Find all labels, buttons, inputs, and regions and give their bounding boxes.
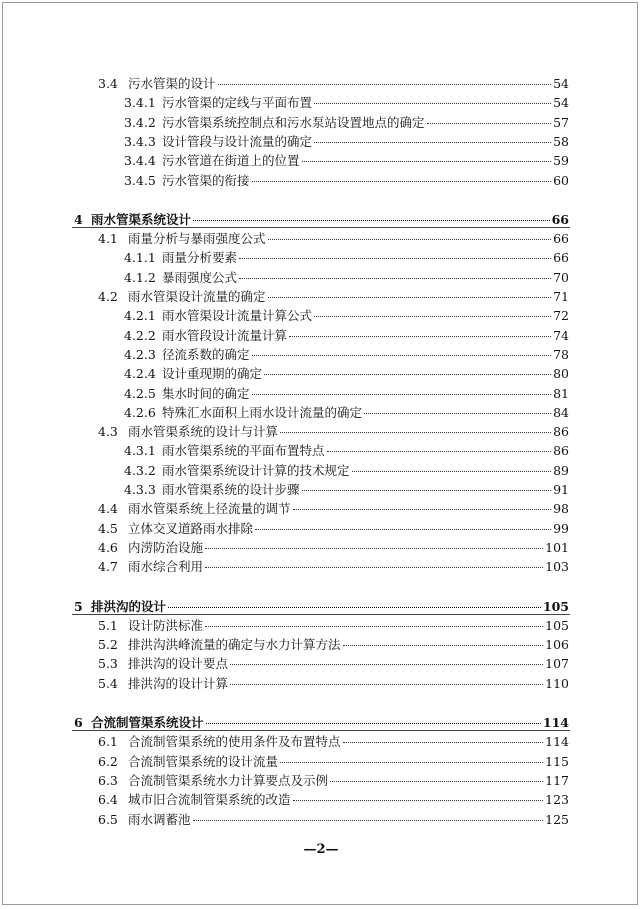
toc-entry-number: 5.1 xyxy=(98,617,118,633)
toc-entry-page: 54 xyxy=(553,95,569,111)
toc-entry-number: 5 xyxy=(74,598,83,614)
toc-entry-title: 排洪沟的设计 xyxy=(91,598,167,614)
toc-entry[interactable] xyxy=(98,289,569,305)
toc-entry-title: 污水管道在街道上的位置 xyxy=(162,153,300,169)
toc-entry-title: 雨水管渠系统的设计步骤 xyxy=(162,482,300,497)
toc-entry[interactable] xyxy=(124,328,569,344)
toc-entry-number: 4.3.3 xyxy=(124,482,156,497)
toc-entry[interactable] xyxy=(98,656,569,672)
toc-entry-number: 4 xyxy=(74,211,83,227)
toc-entry[interactable] xyxy=(98,812,569,828)
toc-entry[interactable] xyxy=(124,115,569,131)
toc-entry[interactable] xyxy=(124,482,569,498)
toc-entry-number: 5.4 xyxy=(98,675,118,691)
toc-entry-page: 80 xyxy=(553,366,569,382)
toc-entry-page: 78 xyxy=(553,346,569,362)
toc-entry[interactable] xyxy=(98,231,569,247)
toc-leader-dots xyxy=(252,394,552,395)
toc-entry-title: 雨水管渠系统设计计算的技术规定 xyxy=(162,462,350,478)
toc-entry-page: 89 xyxy=(553,462,569,478)
toc-leader-dots xyxy=(230,684,543,685)
toc-leader-dots xyxy=(205,548,543,549)
toc-entry[interactable] xyxy=(98,521,569,537)
toc-entry-page: 59 xyxy=(553,153,569,169)
toc-entry-page: 117 xyxy=(545,772,569,788)
toc-entry-page: 86 xyxy=(553,424,569,440)
toc-entry[interactable] xyxy=(124,95,569,111)
toc-entry-number: 4.2 xyxy=(98,289,118,304)
toc-entry-number: 4.2.1 xyxy=(124,308,156,324)
toc-entry-page: 101 xyxy=(545,539,569,555)
toc-entry-page: 91 xyxy=(553,482,569,497)
toc-leader-dots xyxy=(293,800,544,801)
toc-entry-number: 3.4.3 xyxy=(124,133,156,149)
toc-entry-title: 雨量分析要素 xyxy=(162,250,238,266)
toc-entry-number: 6 xyxy=(74,715,83,730)
toc-entry[interactable] xyxy=(124,308,569,324)
toc-entry-title: 雨水管渠系统的平面布置特点 xyxy=(162,443,325,459)
toc-entry-title: 污水管渠的设计 xyxy=(128,76,216,91)
toc-entry-page: 86 xyxy=(553,443,569,459)
toc-entry-number: 6.3 xyxy=(98,772,118,788)
toc-leader-dots xyxy=(327,451,552,452)
toc-entry-title: 排洪沟洪峰流量的确定与水力计算方法 xyxy=(128,637,341,653)
toc-leader-dots xyxy=(193,820,544,821)
toc-entry-number: 3.4.1 xyxy=(124,95,156,111)
toc-entry-page: 98 xyxy=(553,501,569,517)
toc-entry[interactable] xyxy=(124,366,569,382)
toc-entry-title: 雨水管渠设计流量计算公式 xyxy=(162,308,313,324)
toc-leader-dots xyxy=(289,336,551,337)
toc-entry-page: 66 xyxy=(551,211,569,227)
toc-entry[interactable] xyxy=(124,270,569,286)
toc-entry-number: 5.2 xyxy=(98,637,118,653)
toc-entry-title: 设计防洪标准 xyxy=(128,617,204,633)
toc-entry[interactable] xyxy=(124,405,569,421)
toc-entry-page: 70 xyxy=(553,269,569,285)
toc-leader-dots xyxy=(302,490,552,491)
toc-entry[interactable] xyxy=(124,153,569,169)
toc-leader-dots xyxy=(280,432,551,433)
toc-entry[interactable] xyxy=(74,212,569,228)
toc-leader-dots xyxy=(280,762,543,763)
toc-leader-dots xyxy=(230,664,543,665)
toc-entry-title: 城市旧合流制管渠系统的改造 xyxy=(128,792,291,808)
toc-entry-page: 60 xyxy=(553,172,569,188)
toc-entry-title: 内涝防治设施 xyxy=(128,539,204,555)
toc-leader-dots xyxy=(252,355,552,356)
toc-entry-title: 污水管渠系统控制点和污水泵站设置地点的确定 xyxy=(162,114,425,130)
toc-entry-number: 4.3 xyxy=(98,424,118,440)
toc-entry-title: 径流系数的确定 xyxy=(162,346,250,362)
toc-entry-number: 4.3.2 xyxy=(124,462,156,478)
toc-leader-dots xyxy=(343,742,544,743)
toc-entry-number: 4.1.2 xyxy=(124,269,156,285)
toc-entry[interactable] xyxy=(98,424,569,440)
toc-entry-page: 105 xyxy=(542,598,569,614)
toc-entry-page: 58 xyxy=(553,133,569,149)
toc-entry[interactable] xyxy=(98,792,569,808)
toc-leader-dots xyxy=(352,471,552,472)
toc-entry-number: 4.2.5 xyxy=(124,385,156,401)
toc-entry-title: 雨水综合利用 xyxy=(128,559,204,575)
toc-entry[interactable] xyxy=(98,734,569,750)
toc-entry-title: 合流制管渠系统的设计流量 xyxy=(128,753,279,769)
toc-entry-title: 雨水管渠系统的设计与计算 xyxy=(128,424,279,440)
toc-entry-page: 71 xyxy=(553,289,569,304)
toc-entry-number: 3.4.4 xyxy=(124,153,156,169)
toc-entry-page: 99 xyxy=(553,520,569,536)
toc-entry-number: 4.2.4 xyxy=(124,366,156,382)
toc-entry-number: 4.2.6 xyxy=(124,404,156,420)
toc-leader-dots xyxy=(302,161,552,162)
toc-leader-dots xyxy=(314,142,551,143)
toc-entry-title: 合流制管渠系统的使用条件及布置特点 xyxy=(128,734,341,750)
toc-entry-page: 84 xyxy=(553,404,569,420)
toc-entry-number: 4.6 xyxy=(98,539,118,555)
toc-entry-page: 72 xyxy=(553,308,569,324)
toc-entry-title: 立体交叉道路雨水排除 xyxy=(128,520,254,536)
toc-entry[interactable] xyxy=(98,501,569,517)
toc-entry[interactable] xyxy=(74,599,569,615)
toc-entry-number: 3.4.2 xyxy=(124,114,156,130)
toc-entry-number: 4.3.1 xyxy=(124,443,156,459)
toc-entry-title: 雨量分析与暴雨强度公式 xyxy=(128,231,266,247)
toc-entry-page: 103 xyxy=(545,559,569,575)
toc-leader-dots xyxy=(206,723,541,724)
toc-entry-title: 合流制管渠系统设计 xyxy=(91,715,204,730)
toc-leader-dots xyxy=(255,529,551,530)
toc-entry-number: 4.5 xyxy=(98,520,118,536)
toc-entry-number: 3.4 xyxy=(98,76,118,91)
toc-leader-dots xyxy=(293,509,552,510)
toc-entry-number: 4.7 xyxy=(98,559,118,575)
toc-entry-page: 114 xyxy=(545,734,569,750)
toc-entry-number: 4.2.2 xyxy=(124,327,156,343)
toc-entry[interactable] xyxy=(124,443,569,459)
toc-entry-title: 排洪沟的设计要点 xyxy=(128,656,229,672)
toc-entry-number: 5.3 xyxy=(98,656,118,672)
toc-entry[interactable] xyxy=(98,618,569,634)
toc-leader-dots xyxy=(330,781,543,782)
toc-leader-dots xyxy=(239,278,551,279)
toc-leader-dots xyxy=(205,567,543,568)
toc-entry-title: 排洪沟的设计计算 xyxy=(128,675,229,691)
toc-leader-dots xyxy=(264,374,551,375)
toc-entry-page: 74 xyxy=(553,327,569,343)
toc-entry-page: 115 xyxy=(545,753,569,769)
toc-entry-title: 合流制管渠系统水力计算要点及示例 xyxy=(128,772,329,788)
toc-entry-number: 6.1 xyxy=(98,734,118,750)
toc-entry[interactable] xyxy=(98,773,569,789)
toc-leader-dots xyxy=(314,316,551,317)
toc-entry-title: 暴雨强度公式 xyxy=(162,269,238,285)
toc-entry-page: 125 xyxy=(545,811,569,827)
toc-entry-number: 6.4 xyxy=(98,792,118,808)
toc-entry[interactable] xyxy=(98,676,569,692)
toc-entry[interactable] xyxy=(98,76,569,92)
toc-entry-number: 4.2.3 xyxy=(124,346,156,362)
toc-entry-page: 57 xyxy=(553,114,569,130)
toc-entry-page: 81 xyxy=(553,385,569,401)
toc-leader-dots xyxy=(239,258,551,259)
toc-entry[interactable] xyxy=(124,134,569,150)
toc-entry-title: 雨水管渠设计流量的确定 xyxy=(128,289,266,304)
toc-entry-page: 106 xyxy=(545,637,569,653)
toc-entry-title: 雨水管段设计流量计算 xyxy=(162,327,288,343)
toc-entry-title: 设计管段与设计流量的确定 xyxy=(162,133,313,149)
toc-entry[interactable] xyxy=(124,463,569,479)
toc-entry-number: 6.5 xyxy=(98,811,118,827)
toc-leader-dots xyxy=(343,645,544,646)
toc-entry[interactable] xyxy=(98,754,569,770)
toc-entry-title: 设计重现期的确定 xyxy=(162,366,263,382)
toc-leader-dots xyxy=(268,297,552,298)
toc-leader-dots xyxy=(427,123,552,124)
toc-entry-page: 66 xyxy=(553,250,569,266)
toc-entry[interactable] xyxy=(98,637,569,653)
toc-entry-number: 4.1.1 xyxy=(124,250,156,266)
toc-entry-title: 雨水管渠系统设计 xyxy=(91,211,192,227)
toc-entry-title: 雨水管渠系统上径流量的调节 xyxy=(128,501,291,517)
toc-leader-dots xyxy=(364,413,551,414)
toc-entry-title: 特殊汇水面积上雨水设计流量的确定 xyxy=(162,404,363,420)
toc-entry[interactable] xyxy=(98,540,569,556)
toc-entry[interactable] xyxy=(124,250,569,266)
toc-entry-page: 54 xyxy=(553,76,569,91)
toc-entry[interactable] xyxy=(124,386,569,402)
toc-entry-page: 114 xyxy=(542,715,569,730)
toc-entry-page: 110 xyxy=(545,675,569,691)
toc-entry-number: 6.2 xyxy=(98,753,118,769)
toc-leader-dots xyxy=(314,103,551,104)
toc-entry[interactable] xyxy=(74,715,569,731)
toc-leader-dots xyxy=(268,239,552,240)
toc-leader-dots xyxy=(252,181,552,182)
toc-entry-title: 污水管渠的定线与平面布置 xyxy=(162,95,313,111)
toc-entry[interactable] xyxy=(124,173,569,189)
toc-leader-dots xyxy=(205,626,543,627)
toc-entry-title: 雨水调蓄池 xyxy=(128,811,191,827)
toc-entry-title: 集水时间的确定 xyxy=(162,385,250,401)
toc-leader-dots xyxy=(193,220,550,221)
toc-entry-title: 污水管渠的衔接 xyxy=(162,172,250,188)
toc-leader-dots xyxy=(218,84,552,85)
toc-entry-number: 4.4 xyxy=(98,501,118,517)
toc-entry-number: 3.4.5 xyxy=(124,172,156,188)
toc-entry-page: 107 xyxy=(545,656,569,672)
toc-entry-page: 66 xyxy=(553,231,569,247)
page-number: —2— xyxy=(303,842,339,857)
toc-entry[interactable] xyxy=(98,559,569,575)
toc-entry-page: 123 xyxy=(545,792,569,808)
toc-entry-number: 4.1 xyxy=(98,231,118,247)
toc-leader-dots xyxy=(168,607,541,608)
toc-entry-page: 105 xyxy=(545,617,569,633)
toc-entry[interactable] xyxy=(124,347,569,363)
